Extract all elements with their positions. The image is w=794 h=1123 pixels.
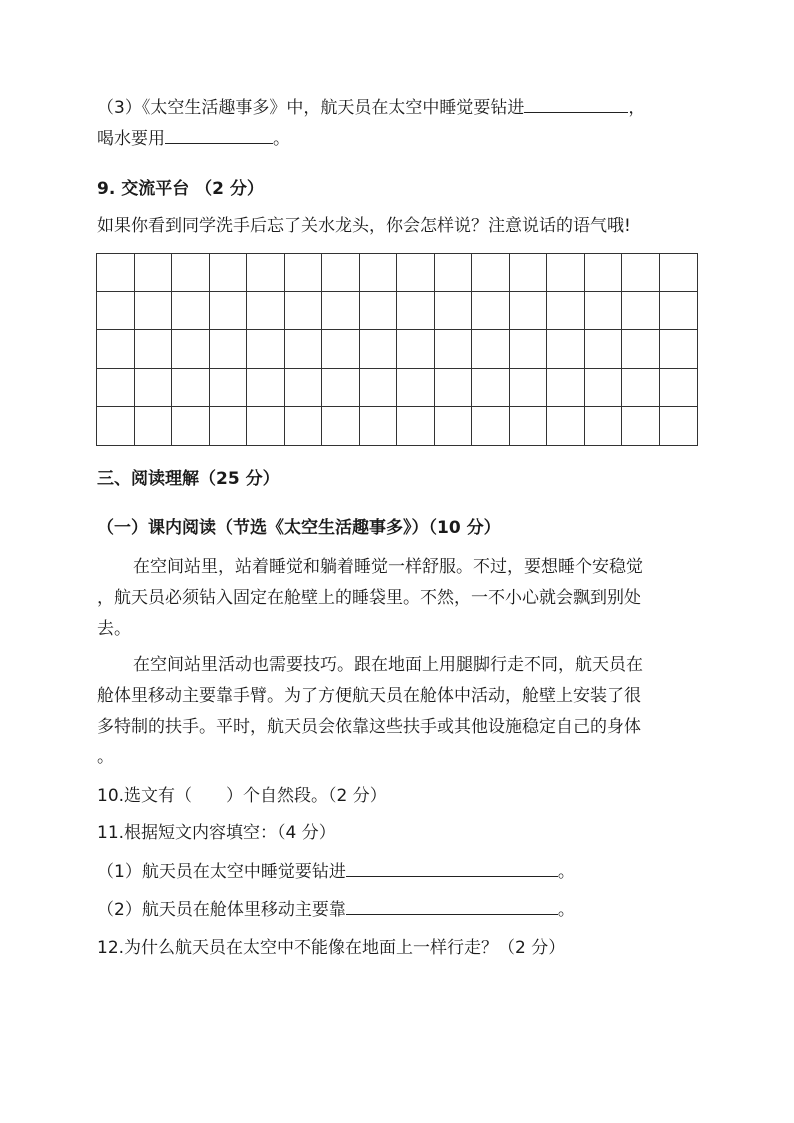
grid-cell[interactable]	[97, 407, 135, 445]
grid-cell[interactable]	[660, 369, 698, 407]
grid-cell[interactable]	[547, 254, 585, 292]
q8-item3-line1	[97, 97, 645, 119]
answer-blank[interactable]	[165, 129, 273, 144]
answer-blank[interactable]	[524, 98, 628, 113]
grid-cell[interactable]	[660, 292, 698, 330]
grid-cell[interactable]	[510, 369, 548, 407]
grid-cell[interactable]	[135, 407, 173, 445]
grid-cell[interactable]	[585, 369, 623, 407]
grid-cell[interactable]	[397, 292, 435, 330]
grid-cell[interactable]	[285, 292, 323, 330]
q8-item3-text-b: 喝水要用	[97, 129, 165, 149]
grid-cell[interactable]	[472, 292, 510, 330]
grid-cell[interactable]	[622, 407, 660, 445]
grid-cell[interactable]	[397, 330, 435, 368]
grid-cell[interactable]	[435, 330, 473, 368]
passage-p2-line3: 多特制的扶手。平时，航天员会依靠这些扶手或其他设施稳定自己的身体	[97, 717, 641, 737]
grid-cell[interactable]	[322, 254, 360, 292]
grid-cell[interactable]	[660, 254, 698, 292]
grid-cell[interactable]	[210, 254, 248, 292]
grid-cell[interactable]	[510, 407, 548, 445]
grid-cell[interactable]	[547, 407, 585, 445]
grid-cell[interactable]	[585, 407, 623, 445]
q11-item2-end: 。	[557, 900, 575, 920]
grid-cell[interactable]	[360, 254, 398, 292]
grid-cell[interactable]	[322, 369, 360, 407]
q8-item3-text-a: （3）《太空生活趣事多》中，航天员在太空中睡觉要钻进	[97, 98, 525, 118]
q11-item1	[97, 861, 575, 883]
grid-cell[interactable]	[360, 369, 398, 407]
grid-cell[interactable]	[135, 292, 173, 330]
grid-cell[interactable]	[247, 254, 285, 292]
grid-cell[interactable]	[547, 369, 585, 407]
grid-cell[interactable]	[622, 292, 660, 330]
grid-cell[interactable]	[397, 254, 435, 292]
grid-cell[interactable]	[472, 369, 510, 407]
grid-cell[interactable]	[172, 369, 210, 407]
grid-cell[interactable]	[172, 292, 210, 330]
grid-cell[interactable]	[397, 369, 435, 407]
grid-cell[interactable]	[97, 254, 135, 292]
passage-p1-line3: 去。	[97, 619, 131, 639]
grid-cell[interactable]	[97, 369, 135, 407]
grid-cell[interactable]	[622, 254, 660, 292]
grid-cell[interactable]	[547, 330, 585, 368]
grid-cell[interactable]	[660, 407, 698, 445]
grid-cell[interactable]	[97, 292, 135, 330]
q9-prompt: 如果你看到同学洗手后忘了关水龙头，你会怎样说？注意说话的语气哦!	[97, 216, 631, 236]
q11-item2	[97, 899, 575, 921]
grid-cell[interactable]	[472, 330, 510, 368]
q11-item1-end: 。	[557, 862, 575, 882]
grid-cell[interactable]	[510, 330, 548, 368]
grid-cell[interactable]	[285, 254, 323, 292]
section3-title: 三、阅读理解（25 分）	[97, 469, 280, 489]
grid-cell[interactable]	[585, 292, 623, 330]
section3-sub-title: （一）课内阅读（节选《太空生活趣事多》）（10 分）	[97, 518, 501, 538]
grid-cell[interactable]	[172, 407, 210, 445]
grid-cell[interactable]	[322, 292, 360, 330]
passage-p1-line2: ，航天员必须钻入固定在舱壁上的睡袋里。不然，一不小心就会飘到别处	[97, 588, 641, 608]
q12-text: 12.为什么航天员在太空中不能像在地面上一样行走？（2 分）	[97, 938, 566, 958]
grid-cell[interactable]	[360, 292, 398, 330]
grid-cell[interactable]	[210, 369, 248, 407]
q11-item1-text: （1）航天员在太空中睡觉要钻进	[97, 862, 346, 882]
grid-cell[interactable]	[172, 254, 210, 292]
grid-cell[interactable]	[135, 254, 173, 292]
grid-cell[interactable]	[135, 369, 173, 407]
q8-item3-end-b: 。	[273, 129, 290, 149]
grid-cell[interactable]	[435, 254, 473, 292]
grid-cell[interactable]	[547, 292, 585, 330]
grid-cell[interactable]	[247, 330, 285, 368]
grid-cell[interactable]	[472, 407, 510, 445]
passage-p2-line4: 。	[97, 747, 114, 767]
grid-cell[interactable]	[472, 254, 510, 292]
grid-cell[interactable]	[247, 369, 285, 407]
q10-text: 10.选文有（ ）个自然段。（2 分）	[97, 786, 387, 806]
grid-cell[interactable]	[435, 407, 473, 445]
answer-blank[interactable]	[346, 862, 558, 877]
grid-cell[interactable]	[510, 254, 548, 292]
grid-cell[interactable]	[210, 292, 248, 330]
passage-p2-line1: 在空间站里活动也需要技巧。跟在地面上用腿脚行走不同，航天员在	[133, 655, 643, 675]
grid-cell[interactable]	[322, 330, 360, 368]
grid-cell[interactable]	[210, 330, 248, 368]
grid-cell[interactable]	[435, 369, 473, 407]
grid-cell[interactable]	[172, 330, 210, 368]
passage-p2-line2: 舱体里移动主要靠手臂。为了方便航天员在舱体中活动，舱壁上安装了很	[97, 686, 641, 706]
grid-cell[interactable]	[210, 407, 248, 445]
grid-cell[interactable]	[135, 330, 173, 368]
grid-cell[interactable]	[397, 407, 435, 445]
grid-cell[interactable]	[510, 292, 548, 330]
grid-cell[interactable]	[360, 330, 398, 368]
grid-cell[interactable]	[285, 369, 323, 407]
grid-cell[interactable]	[585, 330, 623, 368]
q8-item3-line2	[97, 128, 290, 150]
grid-cell[interactable]	[247, 292, 285, 330]
grid-cell[interactable]	[285, 407, 323, 445]
answer-blank[interactable]	[346, 900, 558, 915]
grid-cell[interactable]	[360, 407, 398, 445]
q11-item2-text: （2）航天员在舱体里移动主要靠	[97, 900, 346, 920]
grid-cell[interactable]	[247, 407, 285, 445]
grid-cell[interactable]	[585, 254, 623, 292]
passage-p1-line1: 在空间站里，站着睡觉和躺着睡觉一样舒服。不过，要想睡个安稳觉	[133, 557, 643, 577]
grid-cell[interactable]	[322, 407, 360, 445]
q8-item3-end-a: ，	[628, 98, 646, 118]
q9-title: 9. 交流平台 （2 分）	[97, 179, 264, 199]
grid-cell[interactable]	[622, 330, 660, 368]
grid-cell[interactable]	[97, 330, 135, 368]
grid-cell[interactable]	[435, 292, 473, 330]
writing-grid[interactable]	[96, 253, 698, 446]
q11-text: 11.根据短文内容填空：（4 分）	[97, 823, 336, 843]
grid-cell[interactable]	[660, 330, 698, 368]
grid-cell[interactable]	[622, 369, 660, 407]
grid-cell[interactable]	[285, 330, 323, 368]
